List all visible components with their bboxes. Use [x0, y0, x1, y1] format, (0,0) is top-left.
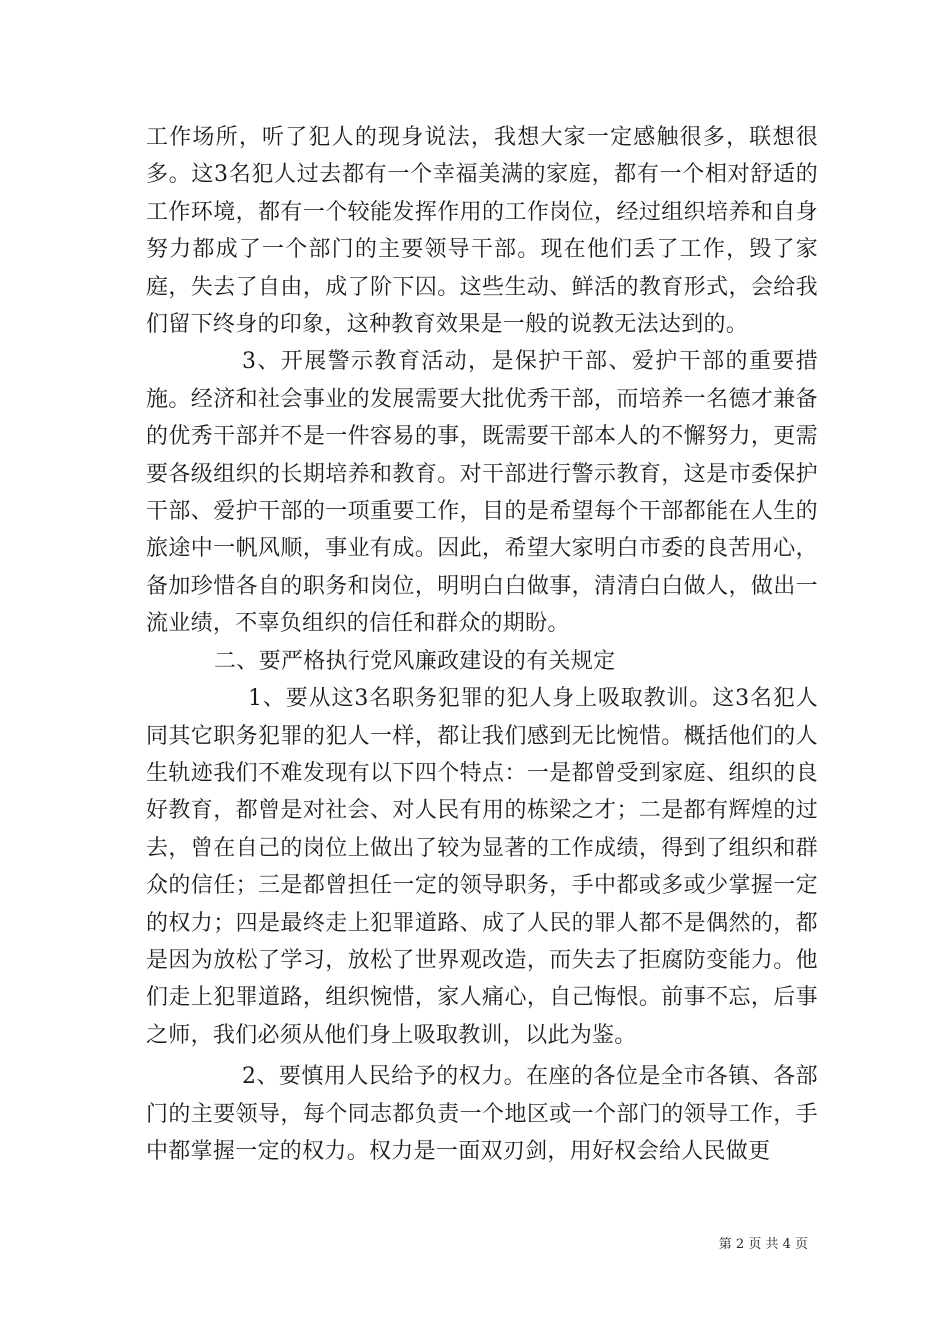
paragraph-point-2: 2、要慎用人民给予的权力。在座的各位是全市各镇、各部门的主要领导，每个同志都负责一个地区或一个部门的领导工作，手中都掌握一定的权力。权力是一面双刃剑，用好权会给人民做更 [146, 1064, 818, 1164]
document-body [146, 119, 818, 1170]
paragraph-point-3: 3、开展警示教育活动，是保护干部、爱护干部的重要措施。经济和社会事业的发展需要大批优秀干部，而培养一名德才兼备的优秀干部并不是一件容易的事，既需要干部本人的不懈努力，更需要各级组织的长期培养和教育。对干部进行警示教育，这是市委保护干部、爱护干部的一项重要工作，目的是希望每个干部都能在人生的旅途中一帆风顺，事业有成。因此，希望大家明白市委的良苦用心，备加珍惜各自的职务和岗位，明明白白做事，清清白白做人，做出一流业绩，不辜负组织的信任和群众的期盼。 [146, 349, 818, 637]
paragraph-point-1: 1、要从这3名职务犯罪的犯人身上吸取教训。这3名犯人同其它职务犯罪的犯人一样，都让我们感到无比惋惜。概括他们的人生轨迹我们不难发现有以下四个特点：一是都曾受到家庭、组织的良好教育，都曾是对社会、对人民有用的栋梁之才；二是都有辉煌的过去，曾在自己的岗位上做出了较为显著的工作成绩，得到了组织和群众的信任；三是都曾担任一定的领导职务，手中都或多或少掌握一定的权力；四是最终走上犯罪道路、成了人民的罪人都不是偶然的，都是因为放松了学习，放松了世界观改造，而失去了拒腐防变能力。他们走上犯罪道路，组织惋惜，家人痛心，自己悔恨。前事不忘，后事之师，我们必须从他们身上吸取教训，以此为鉴。 [146, 686, 818, 1048]
section-heading: 二、要严格执行党风廉政建设的有关规定 [214, 648, 616, 674]
paragraph-continuation: 工作场所，听了犯人的现身说法，我想大家一定感触很多，联想很多。这3名犯人过去都有一个幸福美满的家庭，都有一个相对舒适的工作环境，都有一个较能发挥作用的工作岗位，经过组织培养和自身努力都成了一个部门的主要领导干部。现在他们丢了工作，毁了家庭，失去了自由，成了阶下囚。这些生动、鲜活的教育形式，会给我们留下终身的印象，这种教育效果是一般的说教无法达到的。 [146, 125, 818, 338]
page-number: 第 2 页 共 4 页 [718, 1237, 808, 1252]
